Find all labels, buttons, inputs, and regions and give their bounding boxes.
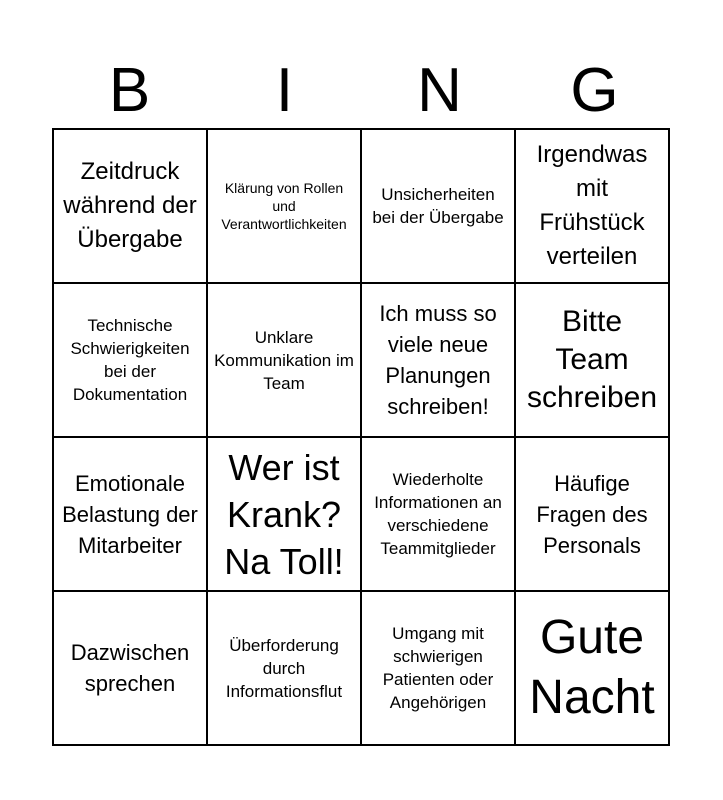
bingo-cell-r4c4[interactable]: [516, 592, 670, 746]
bingo-cell-r2c4[interactable]: [516, 284, 670, 438]
bingo-cell-r3c3[interactable]: [362, 438, 516, 592]
bingo-cell-r1c4[interactable]: [516, 130, 670, 284]
bingo-cell-r2c1[interactable]: [54, 284, 208, 438]
header-letter-g: G: [570, 56, 619, 125]
bingo-cell-text: Klärung von Rollen und Verantwortlichkeiten: [221, 180, 347, 232]
bingo-cell-r4c2[interactable]: [208, 592, 362, 746]
bingo-cell-text: Umgang mit schwierigen Patienten oder Angehörigen: [382, 624, 494, 712]
bingo-cell-text: Irgendwas mit Frühstück verteilen: [536, 141, 648, 270]
bingo-grid: [52, 128, 670, 746]
bingo-cell-text: Unsicherheiten bei der Übergabe: [372, 185, 504, 227]
header-letter-b: B: [108, 56, 151, 125]
bingo-cell-r4c3[interactable]: [362, 592, 516, 746]
bingo-cell-text: Wer ist Krank? Na Toll!: [224, 446, 344, 582]
bingo-cell-text: Zeitdruck während der Übergabe: [63, 158, 197, 253]
bingo-cell-r1c1[interactable]: [54, 130, 208, 284]
bingo-cell-r3c1[interactable]: [54, 438, 208, 592]
bingo-header: [52, 58, 672, 124]
bingo-cell-r1c2[interactable]: [208, 130, 362, 284]
bingo-cell-r3c4[interactable]: [516, 438, 670, 592]
bingo-cell-text: Unklare Kommunikation im Team: [214, 327, 354, 393]
header-letter-i: I: [275, 56, 294, 125]
bingo-cell-text: Wiederholte Informationen an verschiedene Teammitglieder: [374, 470, 502, 558]
bingo-cell-r4c1[interactable]: [54, 592, 208, 746]
bingo-cell-r2c3[interactable]: [362, 284, 516, 438]
bingo-cell-text: Häufige Fragen des Personals: [536, 470, 648, 558]
bingo-cell-r1c3[interactable]: [362, 130, 516, 284]
bingo-cell-text: Emotionale Belastung der Mitarbeiter: [62, 470, 198, 558]
bingo-cell-r3c2[interactable]: [208, 438, 362, 592]
bingo-cell-text: Gute Nacht: [529, 611, 655, 724]
bingo-cell-r2c2[interactable]: [208, 284, 362, 438]
bingo-cell-text: Überforderung durch Informationsflut: [225, 635, 343, 701]
bingo-cell-text: Bitte Team schreiben: [526, 305, 658, 414]
header-letter-n: N: [417, 56, 462, 125]
bingo-cell-text: Ich muss so viele neue Planungen schreiben!: [379, 301, 497, 419]
bingo-cell-text: Technische Schwierigkeiten bei der Dokumentation: [70, 316, 190, 404]
bingo-cell-text: Dazwischen sprechen: [70, 640, 190, 696]
